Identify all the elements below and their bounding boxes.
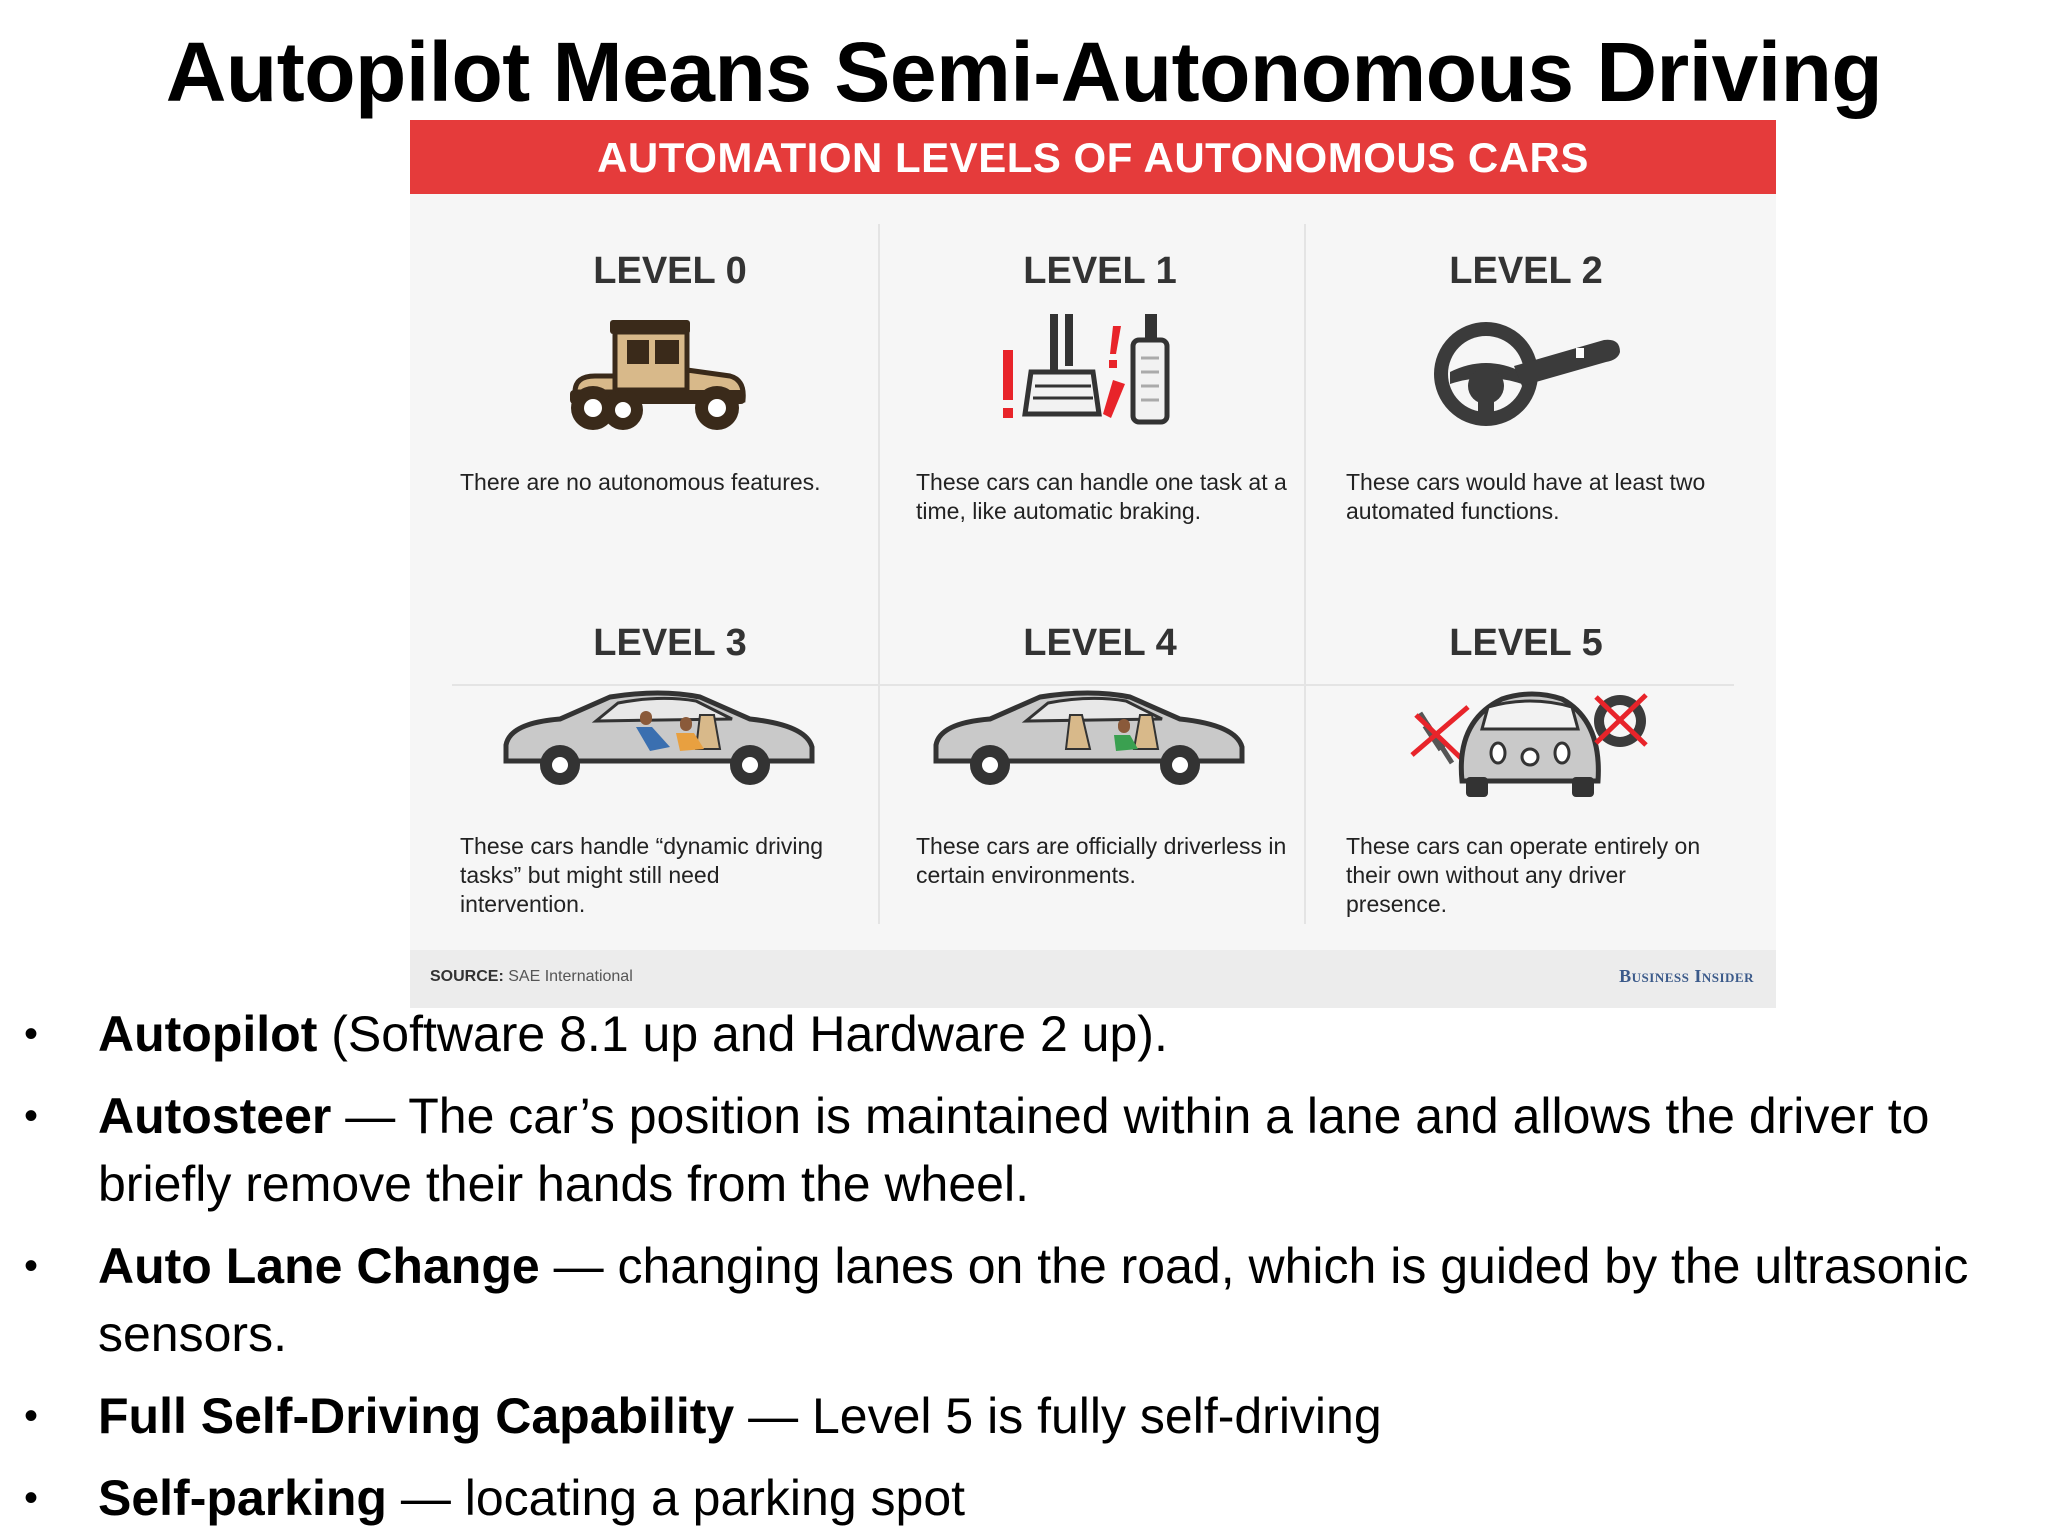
bullet-term: Full Self-Driving Capability [98, 1388, 735, 1444]
level-description: These cars can handle one task at a time, like automatic braking. [916, 469, 1287, 524]
bullet-item [24, 1082, 2008, 1218]
infographic-header: AUTOMATION LEVELS OF AUTONOMOUS CARS [410, 120, 1776, 194]
bullet-text: — changing lanes on the road, which is guided by the ultrasonic sensors. [98, 1238, 1969, 1362]
bullet-dot-icon: • [24, 1012, 39, 1056]
sedan-with-driver-icon [500, 685, 820, 800]
bullet-term: Autosteer [98, 1088, 332, 1144]
level-description: These cars are officially driverless in certain environments. [916, 833, 1287, 888]
bullet-item [24, 1382, 2008, 1450]
bullet-term: Auto Lane Change [98, 1238, 540, 1294]
bullet-dot-icon: • [24, 1476, 39, 1520]
level-description: These cars can operate entirely on their own without any driver presence. [1346, 833, 1701, 917]
bullet-item [24, 1232, 2008, 1368]
level-label: LEVEL 3 [593, 622, 747, 664]
bullet-dot-icon: • [24, 1244, 39, 1288]
bullet-term: Autopilot [98, 1006, 318, 1062]
level-label: LEVEL 0 [593, 250, 747, 292]
pod-car-icon [1406, 685, 1656, 810]
source-credit [430, 968, 633, 986]
slide-title: Autopilot Means Semi-Autonomous Driving [165, 25, 1883, 119]
bullet-term: Self-parking [98, 1470, 387, 1526]
level-label: LEVEL 1 [1023, 250, 1177, 292]
source-value: SAE International [508, 968, 633, 985]
bullet-text: — Level 5 is fully self-driving [734, 1388, 1382, 1444]
bullet-text: — The car’s position is maintained within a lane and allows the driver to briefly remove their hands from the wheel. [98, 1088, 1930, 1212]
level-description: These cars would have at least two automated functions. [1346, 469, 1706, 524]
bullet-dot-icon: • [24, 1094, 39, 1138]
bullet-text: (Software 8.1 up and Hardware 2 up). [317, 1006, 1168, 1062]
sedan-no-driver-icon [930, 685, 1250, 800]
automation-levels-infographic [410, 120, 1776, 1008]
bullet-item [24, 1464, 2008, 1532]
level-description: These cars handle “dynamic driving tasks” but might still need intervention. [460, 833, 824, 917]
level-label: LEVEL 4 [1023, 622, 1177, 664]
level-label: LEVEL 5 [1449, 622, 1603, 664]
level-label: LEVEL 2 [1449, 250, 1603, 292]
publisher-logo: Business Insider [1619, 966, 1754, 986]
bullet-dot-icon: • [24, 1394, 39, 1438]
level-description: There are no autonomous features. [460, 469, 821, 495]
bullet-text: — locating a parking spot [386, 1470, 966, 1526]
bullet-item [24, 1000, 2008, 1068]
level-3-cell [450, 120, 890, 917]
source-label: SOURCE: [430, 968, 504, 985]
